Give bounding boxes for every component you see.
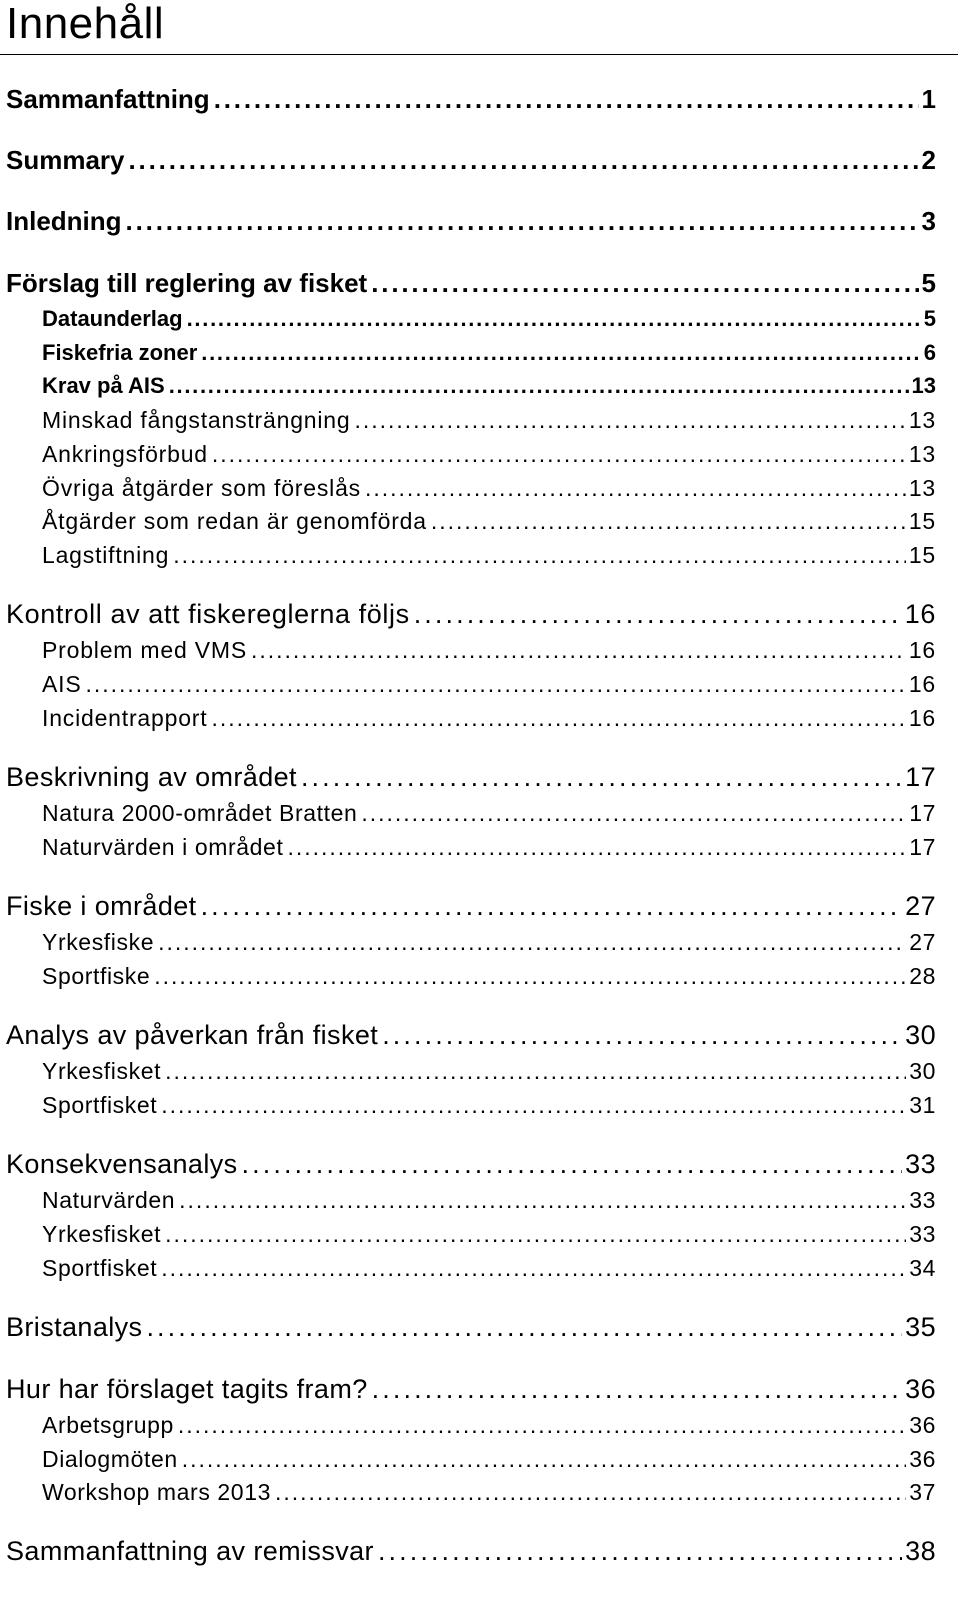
dot-leader — [212, 438, 906, 470]
toc-entry-label: Bristanalys — [6, 1312, 143, 1342]
dot-leader — [372, 1370, 903, 1408]
toc-entry-label: Fiskefria zoner — [42, 340, 198, 365]
dot-leader — [378, 1532, 902, 1570]
dot-leader — [414, 595, 902, 633]
toc-entry-label: Incidentrapport — [42, 705, 208, 731]
dot-leader — [169, 370, 909, 402]
toc-page-number: 13 — [911, 373, 936, 398]
toc-entry-label: Problem med VMS — [42, 637, 248, 663]
toc-entry-label: Arbetsgrupp — [42, 1412, 174, 1438]
toc-subentry-ovriga-atgarder[interactable] — [42, 472, 936, 504]
toc-entry-label: Hur har förslaget tagits fram? — [6, 1374, 368, 1404]
toc-page-number: 3 — [921, 206, 936, 236]
toc-entry-label: Sammanfattning av remissvar — [6, 1536, 374, 1566]
dot-leader — [85, 668, 905, 700]
toc-page-number: 15 — [908, 508, 936, 534]
toc-entry-label: Förslag till reglering av fisket — [6, 268, 368, 298]
toc-page-number: 5 — [921, 268, 936, 298]
toc-subentry-krav-pa-ais[interactable] — [42, 370, 936, 402]
toc-entry-label: Minskad fångstansträngning — [42, 407, 351, 433]
dot-leader — [211, 702, 905, 734]
dot-leader — [161, 1252, 906, 1284]
dot-leader — [354, 404, 905, 436]
toc-subentry-dialogmoten[interactable] — [42, 1443, 936, 1475]
dot-leader — [178, 1409, 906, 1441]
toc-entry-label: Analys av påverkan från fisket — [6, 1020, 379, 1050]
toc-page-number: 36 — [905, 1374, 936, 1404]
toc-page-number: 5 — [923, 306, 936, 331]
toc-entry-inledning[interactable] — [6, 202, 936, 240]
toc-entry-label: Konsekvensanalys — [6, 1149, 238, 1179]
toc-page-number: 28 — [909, 963, 936, 989]
toc-subentry-yrkesfisket-2[interactable] — [42, 1218, 936, 1250]
dot-leader — [361, 797, 906, 829]
toc-entry-label: Yrkesfisket — [42, 1058, 162, 1084]
dot-leader — [126, 202, 919, 240]
toc-page-number: 13 — [908, 407, 936, 433]
toc-page-number: 30 — [909, 1058, 936, 1084]
toc-entry-label: Fiske i området — [6, 891, 197, 921]
toc-subentry-dataunderlag[interactable] — [42, 303, 936, 335]
toc-entry-kontroll[interactable] — [6, 595, 936, 633]
toc-entry-label: Yrkesfisket — [42, 1221, 162, 1247]
toc-subentry-natura-2000[interactable] — [42, 797, 936, 829]
dot-leader — [154, 960, 906, 992]
toc-entry-label: Workshop mars 2013 — [42, 1479, 271, 1505]
toc-entry-label: Dataunderlag — [42, 306, 183, 331]
toc-entry-label: Dialogmöten — [42, 1446, 178, 1472]
dot-leader — [161, 1089, 906, 1121]
toc-entry-label: Naturvärden — [42, 1187, 176, 1213]
dot-leader — [275, 1476, 906, 1508]
dot-leader — [165, 1055, 906, 1087]
toc-entry-label: Summary — [6, 145, 125, 175]
toc-page-number: 17 — [909, 834, 936, 860]
toc-page-number: 13 — [908, 441, 936, 467]
dot-leader — [187, 303, 921, 335]
toc-page-number: 1 — [921, 84, 936, 114]
title-divider — [0, 54, 958, 55]
dot-leader — [382, 1016, 902, 1054]
dot-leader — [251, 634, 906, 666]
toc-page-number: 2 — [921, 145, 936, 175]
toc-subentry-yrkesfiske[interactable] — [42, 926, 936, 958]
toc-page-number: 27 — [909, 929, 936, 955]
toc-page-number: 35 — [905, 1312, 936, 1342]
toc-entry-label: Sportfisket — [42, 1255, 158, 1281]
toc-page-number: 33 — [909, 1187, 936, 1213]
toc-page-number: 6 — [923, 340, 936, 365]
toc-entry-label: Kontroll av att fiskereglerna följs — [6, 599, 410, 629]
toc-entry-analys-paverkan[interactable] — [6, 1016, 936, 1054]
toc-page-number: 38 — [905, 1536, 936, 1566]
toc-subentry-incidentrapport[interactable] — [42, 702, 936, 734]
toc-page-number: 16 — [908, 705, 936, 731]
toc-subentry-problem-vms[interactable] — [42, 634, 936, 666]
toc-entry-label: Sportfiske — [42, 963, 151, 989]
toc-entry-label: Krav på AIS — [42, 373, 165, 398]
dot-leader — [182, 1443, 906, 1475]
toc-entry-label: Lagstiftning — [42, 542, 170, 568]
dot-leader — [371, 264, 918, 302]
toc-subentry-workshop[interactable] — [42, 1476, 936, 1508]
toc-page-number: 36 — [909, 1446, 936, 1472]
toc-page-number: 33 — [909, 1221, 936, 1247]
toc-page-number: 31 — [909, 1092, 936, 1118]
toc-entry-bristanalys[interactable] — [6, 1308, 936, 1346]
dot-leader — [287, 831, 906, 863]
dot-leader — [214, 80, 919, 118]
page-title: Innehåll — [6, 0, 165, 48]
toc-page-number: 16 — [908, 637, 936, 663]
dot-leader — [158, 926, 906, 958]
toc-entry-label: AIS — [42, 671, 82, 697]
toc-entry-konsekvensanalys[interactable] — [6, 1145, 936, 1183]
toc-entry-label: Inledning — [6, 206, 122, 236]
toc-subentry-sportfisket-2[interactable] — [42, 1252, 936, 1284]
toc-page-number: 15 — [908, 542, 936, 568]
toc-subentry-sportfisket[interactable] — [42, 1089, 936, 1121]
toc-subentry-ais[interactable] — [42, 668, 936, 700]
toc-entry-label: Beskrivning av området — [6, 762, 297, 792]
dot-leader — [201, 337, 920, 369]
dot-leader — [365, 472, 906, 504]
dot-leader — [129, 141, 919, 179]
dot-leader — [179, 1184, 906, 1216]
toc-subentry-yrkesfisket[interactable] — [42, 1055, 936, 1087]
dot-leader — [301, 758, 902, 796]
toc-entry-hur-har-forslaget[interactable] — [6, 1370, 936, 1408]
toc-subentry-atgarder-genomforda[interactable] — [42, 505, 936, 537]
toc-page-number: 16 — [908, 671, 936, 697]
toc-entry-label: Åtgärder som redan är genomförda — [42, 508, 427, 534]
toc-entry-label: Övriga åtgärder som föreslås — [42, 475, 361, 501]
toc-page-number: 13 — [908, 475, 936, 501]
toc-entry-label: Sportfisket — [42, 1092, 158, 1118]
toc-page-number: 17 — [909, 800, 936, 826]
toc-page-number: 34 — [909, 1255, 936, 1281]
toc-entry-sammanfattning[interactable] — [6, 80, 936, 118]
toc-subentry-arbetsgrupp[interactable] — [42, 1409, 936, 1441]
dot-leader — [173, 539, 906, 571]
dot-leader — [146, 1308, 902, 1346]
toc-entry-label: Naturvärden i området — [42, 834, 284, 860]
toc-subentry-naturvarden[interactable] — [42, 1184, 936, 1216]
toc-entry-label: Sammanfattning — [6, 84, 210, 114]
toc-page-number: 30 — [905, 1020, 936, 1050]
toc-subentry-lagstiftning[interactable] — [42, 539, 936, 571]
toc-page-number: 33 — [905, 1149, 936, 1179]
dot-leader — [201, 887, 903, 925]
toc-entry-fiske-i-omradet[interactable] — [6, 887, 936, 925]
toc-page-number: 17 — [905, 762, 936, 792]
toc-entry-beskrivning[interactable] — [6, 758, 936, 796]
dot-leader — [431, 505, 906, 537]
toc-subentry-ankringsforbud[interactable] — [42, 438, 936, 470]
toc-entry-label: Natura 2000-området Bratten — [42, 800, 358, 826]
toc-entry-forslag[interactable] — [6, 264, 936, 302]
toc-page-number: 37 — [909, 1479, 936, 1505]
toc-subentry-minskad-fangst[interactable] — [42, 404, 936, 436]
toc-entry-label: Ankringsförbud — [42, 441, 208, 467]
toc-subentry-naturvarden-omradet[interactable] — [42, 831, 936, 863]
dot-leader — [242, 1145, 903, 1183]
toc-entry-remissvar[interactable] — [6, 1532, 936, 1570]
toc-entry-label: Yrkesfiske — [42, 929, 155, 955]
toc-entry-summary[interactable] — [6, 141, 936, 179]
dot-leader — [165, 1218, 906, 1250]
toc-subentry-sportfiske[interactable] — [42, 960, 936, 992]
toc-page-number: 27 — [905, 891, 936, 921]
toc-page-number: 16 — [904, 599, 936, 629]
toc-page-number: 36 — [909, 1412, 936, 1438]
toc-subentry-fiskefria-zoner[interactable] — [42, 337, 936, 369]
